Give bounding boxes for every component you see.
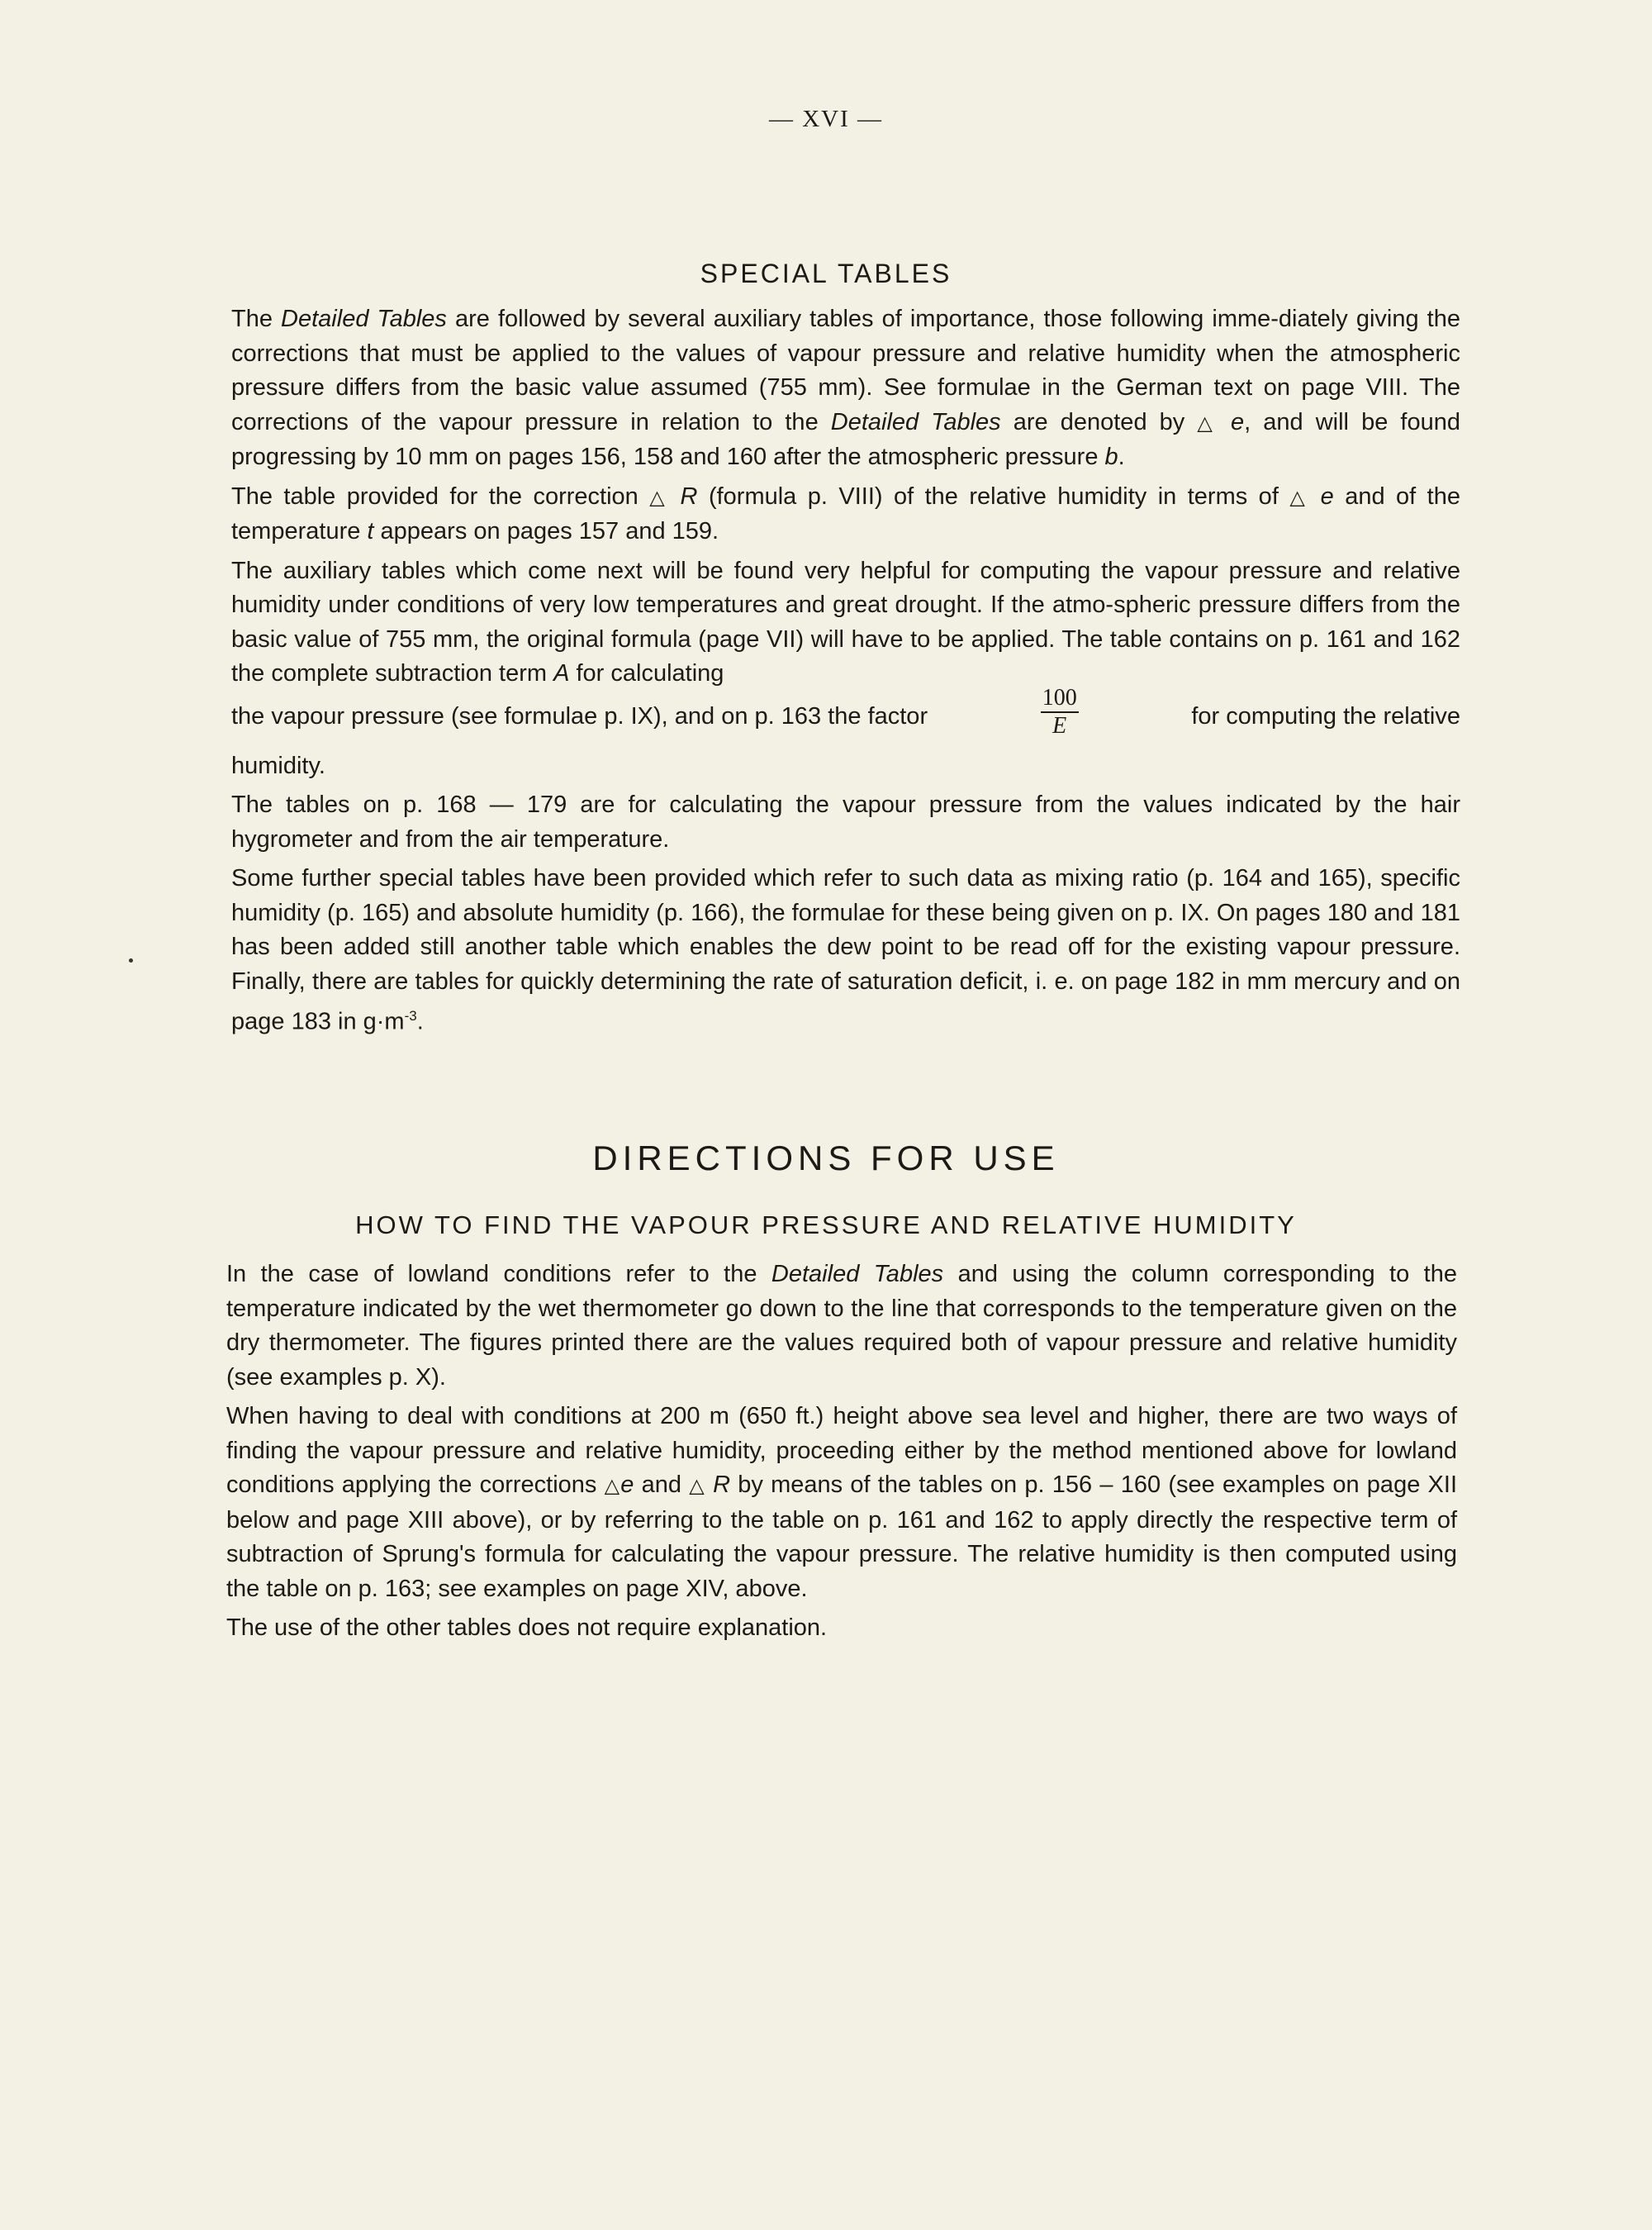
paragraph-detailed-tables: The Detailed Tables are followed by several auxiliary tables of importance, those following imme-diately giving the corrections that must be applied to the values of vapour pressure and relative humidity when the atmospheric pressure differs from the basic value assumed (755 mm). See formulae in the German text on page VIII. The corrections of the vapour pressure in relation to the Detailed Tables are denoted by △ e, and will be found progressing by 10 mm on pages 156, 158 and 160 after the atmospheric pressure b. [231, 306, 1460, 470]
delta-symbol: △ [604, 1475, 621, 1497]
directions-body [226, 1258, 1457, 1651]
paragraph-hair-hygrometer: The tables on p. 168 — 179 are for calculating the vapour pressure from the values indicated by the hair hygrometer and from the air temperature. [231, 792, 1460, 853]
fraction-100-over-e: $\frac{100}{E}$ [1042, 684, 1077, 739]
paragraph-height: When having to deal with conditions at 200 m (650 ft.) height above sea level and higher, there are two ways of finding the vapour pressure and relative humidity, proceeding either by the method mentioned above for lowland conditions applying the corrections △e and △ R by means of the tables on p. 156 – 160 (see examples on page XII below and page XIII above), or by referring to the table on p. 161 and 162 to apply directly the respective term of subtraction of Sprung's formula for calculating the vapour pressure. The relative humidity is then computed using the table on p. 163; see examples on page XIV, above. [226, 1403, 1457, 1602]
paragraph-auxiliary-tables: The auxiliary tables which come next will be found very helpful for computing the vapour pressure and relative humidity under conditions of very low temperatures and great drought. If the atmo-spheric pressure differs from the basic value of 755 mm, the original formula (page VII) will have to be applied. The table contains on p. 161 and 162 the complete subtraction term A for calculating [231, 557, 1460, 687]
paragraph-auxiliary-end: humidity. [231, 752, 325, 779]
delta-symbol: △ [689, 1475, 705, 1497]
page-number: — XVI — [768, 106, 884, 132]
paragraph-further-tables: Some further special tables have been provided which refer to such data as mixing ratio (p. 164 and 165), specific humidity (p. 165) and absolute humidity (p. 166), the formulae for these being given on p. IX. On pages 180 and 181 has been added still another table which enables the dew point to be read off for the existing vapour pressure. Finally, there are tables for quickly determining the rate of saturation deficit, i. e. on page 182 in mm mercury and on page 183 in $g\cdot m^{-3}$. [231, 865, 1460, 1035]
special-tables-heading: SPECIAL TABLES [700, 259, 952, 288]
paragraph-lowland: In the case of lowland conditions refer to the Detailed Tables and using the column corresponding to the temperature indicated by the wet thermometer go down to the line that corresponds to the temperature given on the dry thermometer. The figures printed there are the values required both of vapour pressure and relative humidity (see examples p. X). [226, 1261, 1457, 1391]
paragraph-other-tables: The use of the other tables does not require explanation. [226, 1614, 828, 1641]
directions-heading: DIRECTIONS FOR USE [592, 1139, 1060, 1177]
special-tables-body [231, 302, 1460, 1044]
paragraph-correction-r: The table provided for the correction △ R (formula p. VIII) of the relative humidity in terms of △ e and of the temperature t appears on pages 157 and 159. [231, 483, 1460, 544]
delta-symbol: △ [1197, 411, 1218, 435]
delta-symbol: △ [649, 486, 670, 509]
delta-symbol: △ [1289, 486, 1310, 509]
margin-speck [129, 958, 133, 963]
directions-subheading: HOW TO FIND THE VAPOUR PRESSURE AND RELATIVE HUMIDITY [355, 1210, 1297, 1239]
formula-line: the vapour pressure (see formulae p. IX), and on p. 163 the factor $\frac{100}{E}$ for computing the relative [231, 684, 1460, 739]
